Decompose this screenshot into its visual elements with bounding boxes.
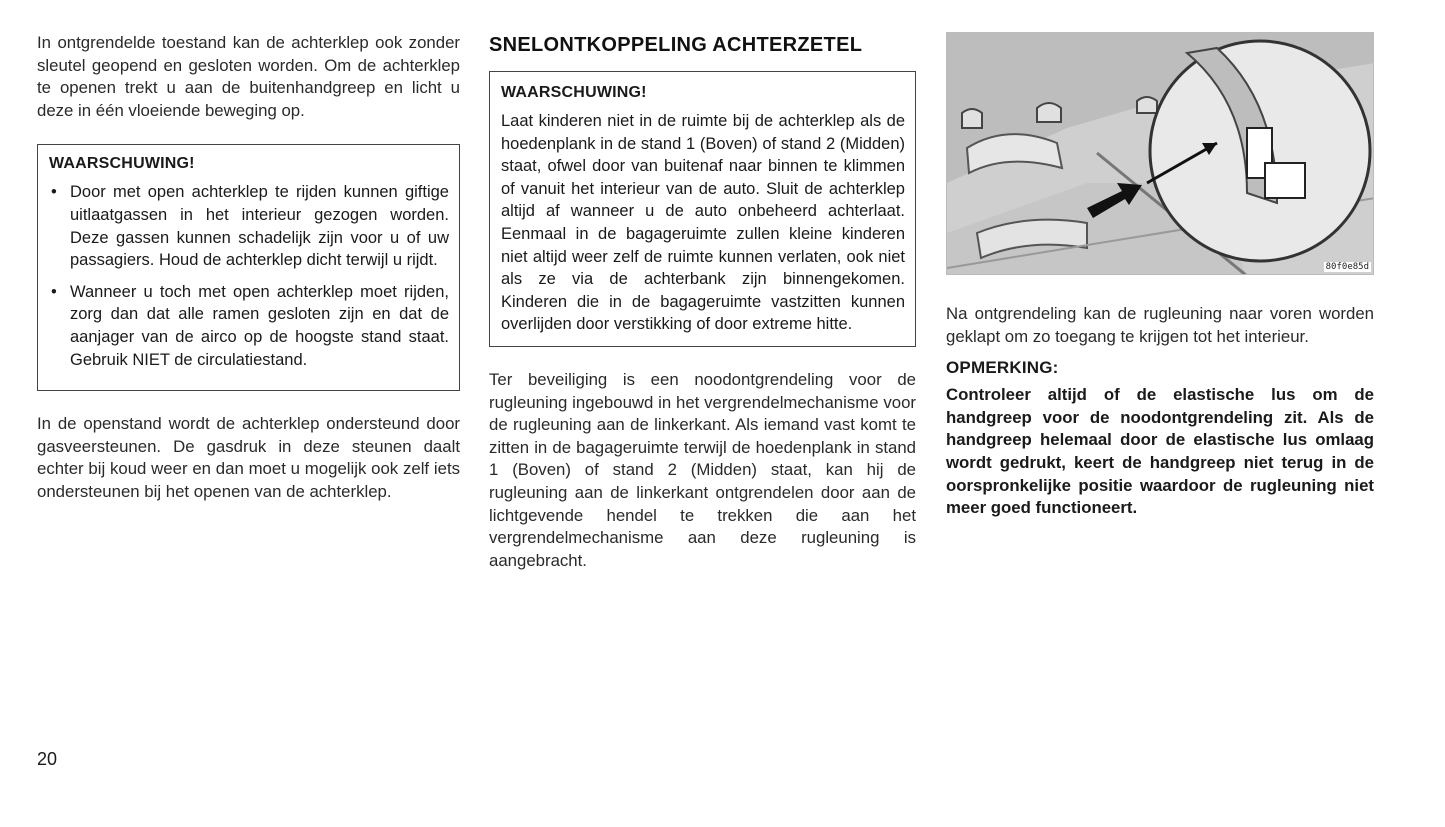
right-column: [946, 32, 1374, 520]
warning-box: [489, 71, 916, 347]
left-column: [37, 32, 460, 504]
warning-item: • Door met open achterklep te rijden kunnen giftige uitlaatgassen in het interieur gezogen worden. Deze gassen kunnen schadelijk zijn voor u of uw passagiers. Houd de achterklep dicht terwijl u rijdt.: [49, 181, 449, 271]
seat-release-drawing: [947, 33, 1374, 275]
seat-release-illustration: [946, 32, 1374, 275]
intro-paragraph: In ontgrendelde toestand kan de achterklep ook zonder sleutel geopend en gesloten worden. Om de achterklep te openen trekt u aan de buitenhandgreep en licht u deze in één vloeiende beweging op.: [37, 33, 460, 120]
middle-column: [489, 32, 916, 572]
page-number: 20: [37, 749, 58, 769]
note-text: Controleer altijd of de elastische lus om de handgreep voor de noodontgrendeling zit. Als de handgreep helemaal door de elastische lus omlaag wordt gedrukt, keert de handgreep niet terug in de oorspronkelijke positie waardoor de rugleuning niet meer goed functioneert.: [946, 385, 1374, 518]
warning-title: WAARSCHUWING!: [49, 155, 195, 173]
warning-title: WAARSCHUWING!: [501, 84, 647, 101]
section-heading: SNELONTKOPPELING ACHTERZETEL: [489, 34, 863, 56]
warning-text: Laat kinderen niet in de ruimte bij de achterklep als de hoedenplank in de stand 1 (Boven) of stand 2 (Midden) staat, ofwel door van buitenaf naar binnen te klimmen of vanuit het interieur van de auto. Sluit de achterklep altijd af wanneer u de auto onbeheerd achterlaat. Eenmaal in de bagageruimte zullen kleine kinderen niet altijd weer zelf de ruimte kunnen verlaten, ook niet als ze via de achterbank zijn binnengekomen. Kinderen die in de bagageruimte vastzitten kunnen overlijden door verstikking of door extreme hitte.: [501, 112, 905, 334]
warning-item: • Wanneer u toch met open achterklep moet rijden, zorg dan dat alle ramen gesloten zijn en dat de aanjager van de airco op de hoogste stand staat. Gebruik NIET de circulatiestand.: [49, 281, 449, 371]
safety-paragraph: Ter beveiliging is een noodontgrendeling voor de rugleuning ingebouwd in het vergrendelmechanisme voor de rugleuning aan de linkerkant. Als iemand vast komt te zitten in de bagageruimte terwijl de hoedenplank in stand 1 (Boven) of stand 2 (Midden) staat, kan hij de rugleuning aan de linkerkant ontgrendelen door aan de lichtgevende hendel te trekken die aan het vergrendelmechanisme aan deze rugleuning is aangebracht.: [489, 369, 916, 570]
note-title: OPMERKING:: [946, 358, 1059, 378]
support-paragraph: In de openstand wordt de achterklep ondersteund door gasveersteunen. De gasdruk in deze steunen daalt echter bij koud weer en dan moet u mogelijk ook zelf iets ondersteunen bij het openen van de achterklep.: [37, 414, 460, 501]
image-code: 80f0e85d: [1325, 262, 1369, 272]
warning-list: [49, 181, 449, 371]
warning-box: [37, 144, 460, 391]
caption-paragraph: Na ontgrendeling kan de rugleuning naar voren worden geklapt om zo toegang te krijgen tot het interieur.: [946, 304, 1374, 346]
